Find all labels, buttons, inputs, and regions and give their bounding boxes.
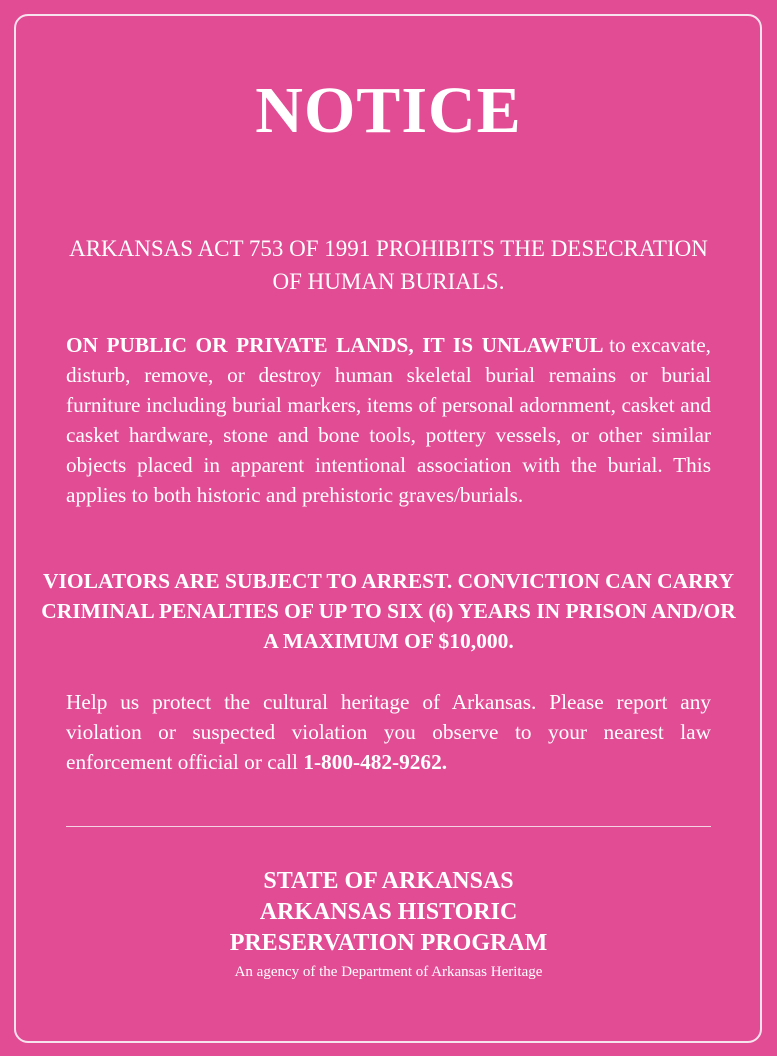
hotline-phone: 1-800-482-9262. bbox=[303, 750, 448, 774]
footer-program-line1: ARKANSAS HISTORIC bbox=[259, 899, 518, 925]
footer-block bbox=[0, 866, 777, 983]
footer-state: STATE OF ARKANSAS bbox=[263, 868, 514, 894]
act-statement: ARKANSAS ACT 753 OF 1991 PROHIBITS THE DESECRATION OF HUMAN BURIALS. bbox=[69, 236, 708, 294]
footer-divider bbox=[66, 826, 711, 827]
report-paragraph bbox=[66, 687, 711, 777]
report-text: Help us protect the cultural heritage of Arkansas. Please report any violation or suspected violation you observe to your nearest law enforcement official or call bbox=[66, 690, 711, 774]
footer-agency: An agency of the Department of Arkansas Heritage bbox=[234, 964, 543, 980]
unlawful-paragraph bbox=[66, 330, 711, 510]
notice-title: NOTICE bbox=[255, 74, 522, 147]
unlawful-text: to excavate, disturb, remove, or destroy human skeletal burial remains or burial furniture including burial markers, items of personal adornment, casket and casket hardware, stone and bone tools, pottery vessels, or other similar objects placed in apparent intentional association with the burial. This applies to both historic and prehistoric graves/burials. bbox=[66, 333, 712, 507]
violators-warning: VIOLATORS ARE SUBJECT TO ARREST. CONVICTION CAN CARRY CRIMINAL PENALTIES OF UP TO SIX (6) YEARS IN PRISON AND/OR A MAXIMUM OF $10,000. bbox=[41, 569, 736, 653]
unlawful-lead: ON PUBLIC OR PRIVATE LANDS, IT IS UNLAWFUL bbox=[66, 333, 604, 357]
footer-program-line2: PRESERVATION PROGRAM bbox=[229, 930, 548, 956]
